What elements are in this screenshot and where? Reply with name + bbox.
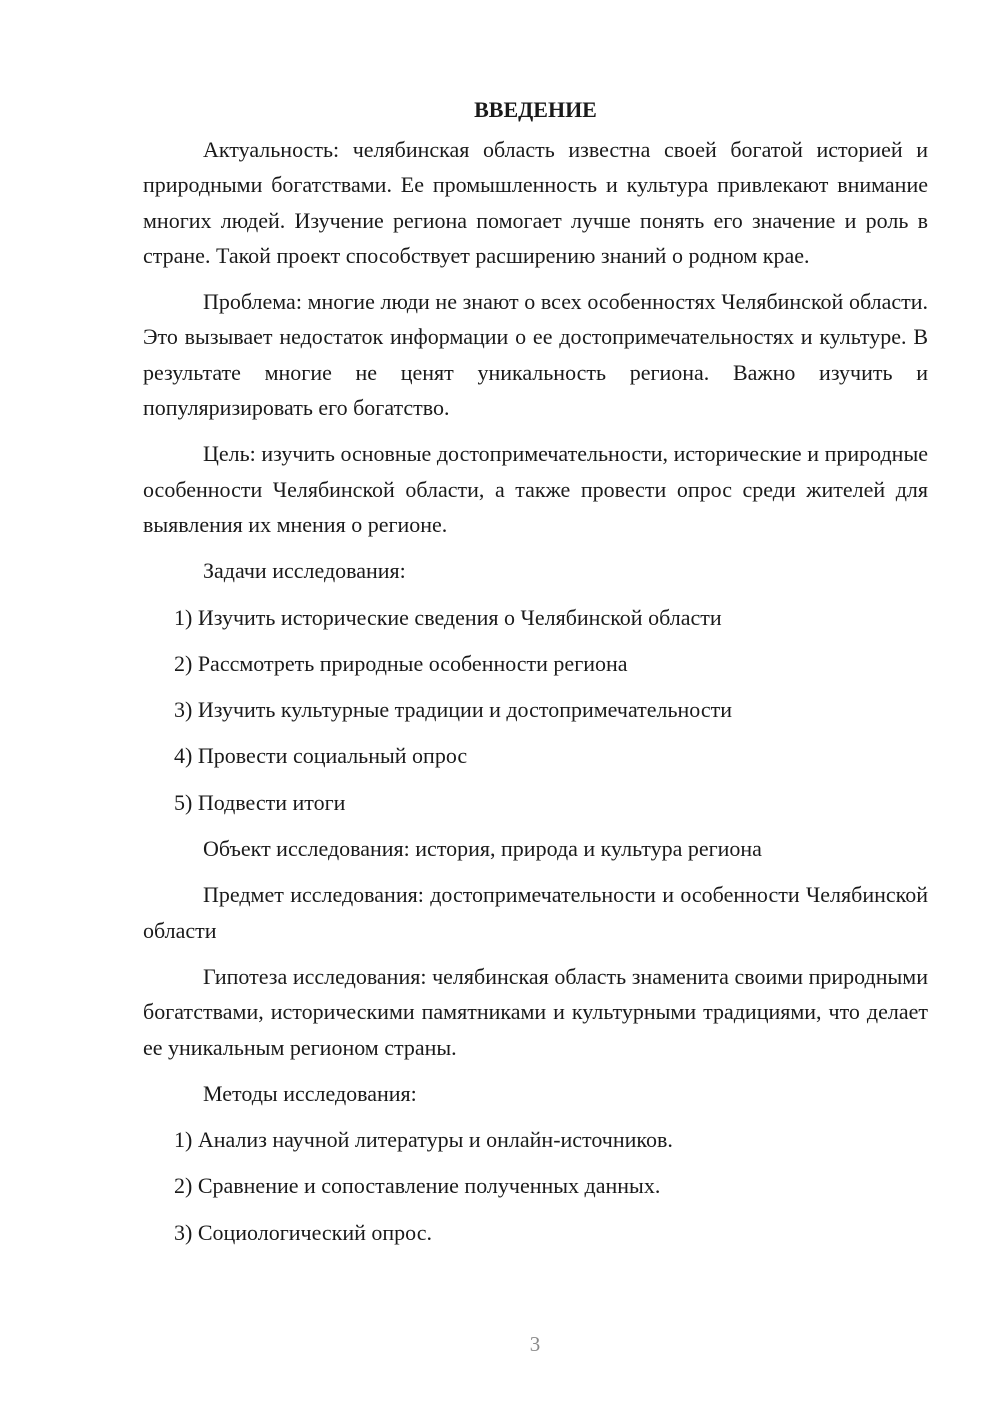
paragraph-object: Объект исследования: история, природа и культура региона (203, 836, 762, 862)
list-item: 3) Социологический опрос. (174, 1219, 432, 1245)
tasks-list (143, 600, 928, 820)
methods-list (143, 1122, 928, 1250)
page-number: 3 (529, 1332, 541, 1356)
paragraph-relevance: Актуальность: челябинская область известна своей богатой историей и природными богатствами. Ее промышленность и культура привлекают внимание многих людей. Изучение региона помогает лучше понять его значение и роль в стране. Такой проект способствует расширению знаний о родном крае. (143, 137, 928, 268)
document-page (143, 92, 928, 1261)
methods-heading: Методы исследования: (203, 1080, 417, 1106)
list-item: 1) Изучить исторические сведения о Челябинской области (174, 604, 722, 630)
list-item: 2) Сравнение и сопоставление полученных данных. (174, 1173, 661, 1199)
tasks-heading: Задачи исследования: (203, 558, 406, 584)
list-item: 3) Изучить культурные традиции и достопримечательности (174, 697, 733, 723)
paragraph-subject: Предмет исследования: достопримечательности и особенности Челябинской области (143, 882, 928, 943)
list-item: 4) Провести социальный опрос (174, 743, 468, 769)
paragraph-problem: Проблема: многие люди не знают о всех особенностях Челябинской области. Это вызывает недостаток информации о ее достопримечательностях и культуре. В результате многие не ценят уникальность региона. Важно изучить и популяризировать его богатство. (143, 289, 928, 421)
list-item: 1) Анализ научной литературы и онлайн-источников. (174, 1127, 673, 1153)
list-item: 5) Подвести итоги (174, 789, 346, 815)
page-title: ВВЕДЕНИЕ (474, 97, 597, 122)
paragraph-goal: Цель: изучить основные достопримечательности, исторические и природные особенности Челябинской области, а также провести опрос среди жителей для выявления их мнения о регионе. (143, 441, 928, 537)
list-item: 2) Рассмотреть природные особенности региона (174, 650, 628, 676)
paragraph-hypothesis: Гипотеза исследования: челябинская область знаменита своими природными богатствами, историческими памятниками и культурными традициями, что делает ее уникальным регионом страны. (143, 963, 928, 1060)
